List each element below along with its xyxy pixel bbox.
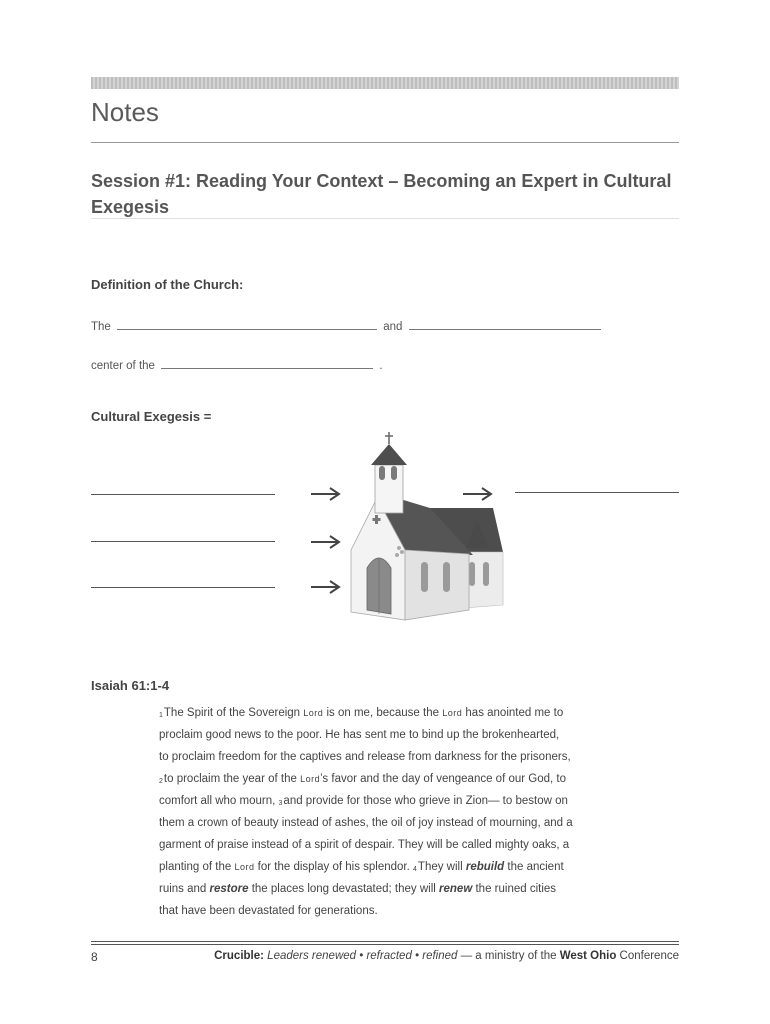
passage-line: that have been devastated for generations. <box>159 905 378 917</box>
passage-line: proclaim good news to the poor. He has sent me to bind up the brokenhearted, <box>159 729 560 741</box>
footer-brand: Crucible: <box>214 950 264 962</box>
passage-line <box>159 768 599 790</box>
definition-line-1 <box>91 321 604 333</box>
passage-line: to proclaim freedom for the captives and release from darkness for the prisoners, <box>159 751 571 763</box>
footer-org: West Ohio <box>559 950 617 962</box>
passage-text: ruins and <box>159 883 210 895</box>
footer-suffix: Conference <box>616 950 679 962</box>
passage-line <box>159 856 599 878</box>
footer-divider <box>91 941 679 942</box>
passage-text: has anointed me to <box>462 707 564 719</box>
page-number: 8 <box>91 950 98 964</box>
passage-text: is on me, because the <box>323 707 443 719</box>
church-icon <box>345 430 505 625</box>
definition-line-2 <box>91 360 383 372</box>
blank-field-2[interactable] <box>409 328 601 330</box>
passage-text: to proclaim the year of the <box>163 773 301 785</box>
passage-line <box>159 878 599 900</box>
lord-smallcaps: Lord <box>442 708 463 718</box>
isaiah-heading: Isaiah 61:1-4 <box>91 678 170 693</box>
verse-number: 4 <box>413 866 417 873</box>
passage-text: the ancient <box>504 861 564 873</box>
passage-line <box>159 790 599 812</box>
passage-line: garment of praise instead of a spirit of despair. They will be called mighty oaks, a <box>159 839 570 851</box>
header-bar <box>91 77 679 89</box>
footer-dash: — a ministry of the <box>457 950 560 962</box>
answer-line-left-3[interactable] <box>91 587 275 588</box>
passage-text: planting of the <box>159 861 235 873</box>
footer-divider <box>91 944 679 945</box>
answer-line-left-1[interactable] <box>91 494 275 495</box>
passage-line: them a crown of beauty instead of ashes, the oil of joy instead of mourning, and a <box>159 817 573 829</box>
arrow-right-icon <box>311 580 341 594</box>
scripture-passage <box>159 702 599 922</box>
lord-smallcaps: Lord <box>300 774 321 784</box>
footer-credit <box>214 950 679 962</box>
passage-line <box>159 702 599 724</box>
page-title: Notes <box>91 97 159 127</box>
passage-text: the ruined cities <box>472 883 557 895</box>
emphasis-restore: restore <box>209 883 249 895</box>
passage-text: and provide for those who grieve in Zion— to bestow on <box>283 795 568 807</box>
passage-text: The Spirit of the Sovereign <box>163 707 304 719</box>
verse-number: 1 <box>159 712 163 719</box>
definition-line-1-mid: and <box>383 321 403 333</box>
passage-text: They will <box>417 861 466 873</box>
session-divider <box>91 218 679 219</box>
blank-field-1[interactable] <box>117 328 377 330</box>
lord-smallcaps: Lord <box>303 708 324 718</box>
arrow-right-icon <box>311 535 341 549</box>
answer-line-left-2[interactable] <box>91 541 275 542</box>
emphasis-renew: renew <box>439 883 473 895</box>
definition-line-2-end: . <box>379 360 383 372</box>
title-divider <box>91 142 679 143</box>
definition-line-2-start: center of the <box>91 360 155 372</box>
definition-line-1-start: The <box>91 321 111 333</box>
session-title: Session #1: Reading Your Context – Becoming an Expert in Cultural Exegesis <box>91 171 672 217</box>
verse-number: 3 <box>278 800 283 807</box>
passage-text: for the display of his splendor. <box>254 861 414 873</box>
blank-field-3[interactable] <box>161 367 373 369</box>
passage-text: comfort all who mourn, <box>159 795 279 807</box>
footer-tagline: Leaders renewed • refracted • refined <box>267 950 458 962</box>
cultural-exegesis-heading: Cultural Exegesis = <box>91 409 212 424</box>
answer-line-right[interactable] <box>515 492 679 493</box>
verse-number: 2 <box>159 778 163 785</box>
arrow-right-icon <box>311 487 341 501</box>
lord-smallcaps: Lord <box>234 862 255 872</box>
emphasis-rebuild: rebuild <box>465 861 505 873</box>
passage-text: ’s favor and the day of vengeance of our God, to <box>320 773 567 785</box>
definition-heading: Definition of the Church: <box>91 277 244 292</box>
passage-text: the places long devastated; they will <box>248 883 440 895</box>
